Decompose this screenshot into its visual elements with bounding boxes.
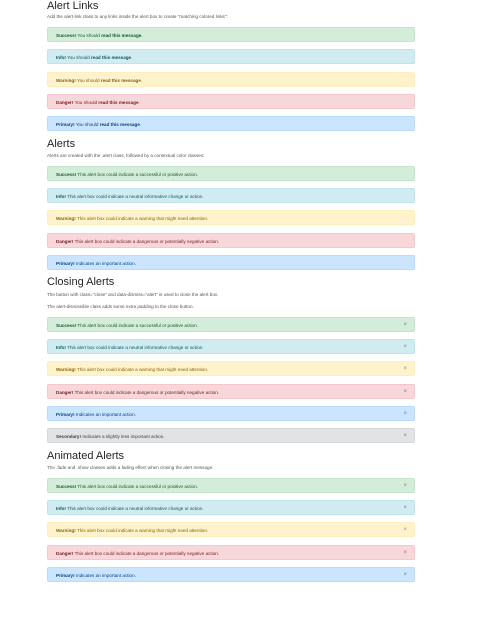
alert-danger [47, 233, 415, 248]
section-desc-animated: The .fade and .show classes adds a fading effect when closing the alert message. [47, 465, 214, 470]
alert-text: This alert box could indicate a neutral informative change or action. [67, 345, 204, 350]
animated-alert-info [47, 500, 415, 515]
alert-text: You should [76, 78, 100, 83]
animated-alert-primary [47, 567, 415, 582]
close-icon[interactable]: × [403, 483, 407, 489]
alert-text: You should [74, 100, 98, 105]
alert-links-section [47, 0, 417, 20]
close-icon[interactable]: × [403, 433, 407, 439]
alert-text: This alert box could indicate a warning that might need attention. [76, 528, 209, 533]
close-icon[interactable]: × [403, 527, 407, 533]
close-icon[interactable]: × [403, 322, 407, 328]
closing-alert-primary [47, 406, 415, 421]
alert-info [47, 188, 415, 203]
alert-text: This alert box could indicate a warning that might need attention. [76, 367, 209, 372]
alert-success [47, 166, 415, 181]
animated-alert-success [47, 478, 415, 493]
alert-text: You should [67, 55, 90, 60]
close-icon[interactable]: × [403, 389, 407, 395]
close-icon[interactable]: × [403, 411, 407, 417]
alert-link-info [47, 49, 415, 64]
section-title-alerts: Alerts [47, 138, 76, 150]
close-icon[interactable]: × [403, 572, 407, 578]
alert-strong: Info! [56, 55, 66, 60]
alert-strong: Success! [56, 33, 77, 38]
section-desc-closing-1: The button with class="close" and data-dismiss="alert" is used to close the alert box. [47, 292, 219, 297]
alert-text: This alert box could indicate a dangerous or potentially negative action. [74, 390, 220, 395]
alert-text: This alert box could indicate a dangerous or potentially negative action. [74, 551, 220, 556]
alert-text: Indicates a slightly less important action. [82, 434, 165, 439]
alert-link[interactable]: read this message [100, 78, 141, 83]
alert-strong: Primary! [56, 573, 75, 578]
alert-text: Indicates an important action. [75, 573, 136, 578]
alert-text: You should [77, 33, 100, 38]
alert-end: . [139, 122, 142, 127]
closing-alerts-section [47, 276, 417, 310]
alert-text: This alert box could indicate a successful or positive action. [77, 172, 198, 177]
closing-alert-warning [47, 361, 415, 376]
alert-text: You should [75, 122, 99, 127]
closing-alert-danger [47, 384, 415, 399]
alert-strong: Primary! [56, 122, 75, 127]
alert-end: . [138, 100, 140, 105]
alert-link-danger [47, 94, 415, 109]
alert-link[interactable]: read this message [91, 55, 132, 60]
alert-text: This alert box could indicate a neutral informative change or action. [67, 194, 204, 199]
section-desc-alerts: Alerts are created with the .alert class, followed by a contextual color classes: [47, 153, 205, 158]
close-icon[interactable]: × [403, 550, 407, 556]
close-icon[interactable]: × [403, 505, 407, 511]
alert-strong: Info! [56, 345, 66, 350]
section-title-alert-links: Alert Links [47, 0, 99, 12]
section-title-animated-alerts: Animated Alerts [47, 450, 125, 462]
alert-strong: Danger! [56, 239, 74, 244]
alert-warning [47, 210, 415, 225]
alert-strong: Warning! [56, 528, 76, 533]
closing-alert-info [47, 339, 415, 354]
alert-link-warning [47, 72, 415, 87]
alert-strong: Info! [56, 506, 66, 511]
alert-strong: Success! [56, 484, 77, 489]
alert-link[interactable]: read this message [99, 122, 140, 127]
alert-text: This alert box could indicate a neutral informative change or action. [67, 506, 204, 511]
alert-strong: Info! [56, 194, 66, 199]
alert-strong: Warning! [56, 78, 76, 83]
alerts-section [47, 138, 417, 159]
alert-strong: Primary! [56, 412, 75, 417]
alert-strong: Success! [56, 323, 77, 328]
alert-end: . [131, 55, 133, 60]
alert-link[interactable]: read this message [98, 100, 139, 105]
alert-end: . [141, 33, 143, 38]
close-icon[interactable]: × [403, 366, 407, 372]
alert-link-primary [47, 116, 415, 131]
alert-text: Indicates an important action. [75, 412, 136, 417]
animated-alert-warning [47, 522, 415, 537]
alert-strong: Danger! [56, 100, 74, 105]
closing-alert-success [47, 317, 415, 332]
alert-text: This alert box could indicate a dangerous or potentially negative action. [74, 239, 220, 244]
alert-text: This alert box could indicate a successful or positive action. [77, 323, 198, 328]
alert-strong: Danger! [56, 551, 74, 556]
alert-strong: Primary! [56, 261, 75, 266]
alert-strong: Success! [56, 172, 77, 177]
section-title-closing-alerts: Closing Alerts [47, 276, 115, 288]
alert-strong: Secondary! [56, 434, 82, 439]
alert-end: . [140, 78, 143, 83]
section-desc-closing-2: The alert-dismissible class adds some extra padding to the close button. [47, 304, 194, 309]
alert-strong: Warning! [56, 367, 76, 372]
alert-link-success [47, 27, 415, 42]
alert-strong: Warning! [56, 216, 76, 221]
close-icon[interactable]: × [403, 344, 407, 350]
section-desc-alert-links: Add the alert-link class to any links inside the alert box to create "matching colored links": [47, 14, 228, 19]
alert-text: Indicates an important action. [75, 261, 136, 266]
animated-alerts-section [47, 450, 417, 471]
alert-text: This alert box could indicate a warning that might need attention. [76, 216, 209, 221]
alert-strong: Danger! [56, 390, 74, 395]
animated-alert-danger [47, 545, 415, 560]
alert-primary [47, 255, 415, 270]
alert-text: This alert box could indicate a successful or positive action. [77, 484, 198, 489]
alert-link[interactable]: read this message [101, 33, 142, 38]
closing-alert-secondary [47, 428, 415, 443]
